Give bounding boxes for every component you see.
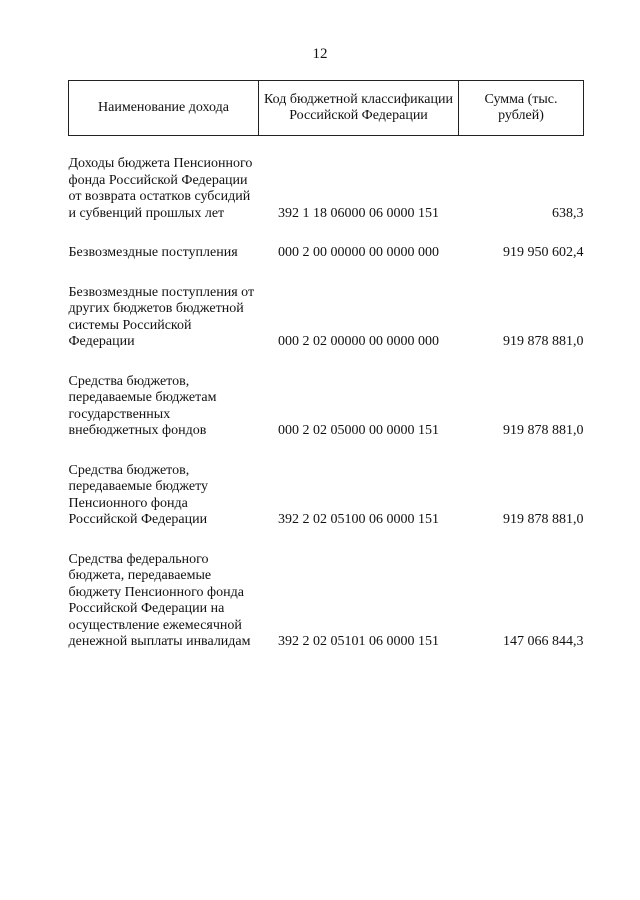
income-name: Средства федерального бюджета, передаваемые бюджету Пенсионного фонда Российской Федерации на осуществление ежемесячной денежной выплаты инвалидам — [68, 551, 251, 649]
table-row — [69, 351, 584, 440]
table-row — [69, 440, 584, 529]
budget-code-cell: 392 2 02 05101 06 0000 151 — [278, 634, 439, 649]
income-name: Безвозмездные поступления — [68, 245, 238, 260]
budget-code-cell: 392 1 18 06000 06 0000 151 — [278, 205, 439, 221]
income-name-cell — [69, 440, 259, 529]
table-row — [69, 262, 584, 351]
budget-code-cell: 000 2 00 00000 00 0000 000 — [278, 245, 439, 260]
budget-code-cell: 000 2 02 05000 00 0000 151 — [278, 423, 439, 438]
table-row — [69, 222, 584, 262]
sum-cell: 147 066 844,3 — [503, 634, 584, 649]
income-name-cell — [69, 529, 259, 651]
sum-cell: 919 878 881,0 — [503, 334, 584, 349]
income-name: Безвозмездные поступления от других бюджетов бюджетной системы Российской Федерации — [68, 284, 255, 349]
sum-cell: 919 878 881,0 — [503, 423, 584, 438]
budget-code-cell: 000 2 02 00000 00 0000 000 — [278, 334, 439, 349]
income-name-cell — [69, 222, 259, 262]
table-header — [69, 81, 584, 136]
table-row — [69, 136, 584, 223]
sum-cell: 638,3 — [552, 205, 584, 221]
income-name-cell — [69, 136, 259, 223]
sum-cell: 919 878 881,0 — [503, 512, 584, 527]
table-body — [69, 136, 584, 651]
table-row — [69, 529, 584, 651]
income-name-cell — [69, 262, 259, 351]
income-name: Средства бюджетов, передаваемые бюджетам государственных внебюджетных фондов — [68, 373, 217, 438]
header-budget-code: Код бюджетной классификации Российской Федерации — [259, 81, 459, 136]
sum-cell: 919 950 602,4 — [503, 245, 584, 260]
header-sum: Сумма (тыс. рублей) — [459, 81, 584, 136]
income-name-cell — [69, 351, 259, 440]
revenue-table — [68, 80, 584, 651]
header-row — [69, 81, 584, 136]
income-name: Доходы бюджета Пенсионного фонда Российской Федерации от возврата остатков субсидий и субвенций прошлых лет — [68, 156, 253, 221]
header-income-name: Наименование дохода — [69, 81, 259, 136]
income-name: Средства бюджетов, передаваемые бюджету Пенсионного фонда Российской Федерации — [68, 462, 209, 527]
page-number: 12 — [312, 46, 328, 62]
budget-code-cell: 392 2 02 05100 06 0000 151 — [278, 512, 439, 527]
